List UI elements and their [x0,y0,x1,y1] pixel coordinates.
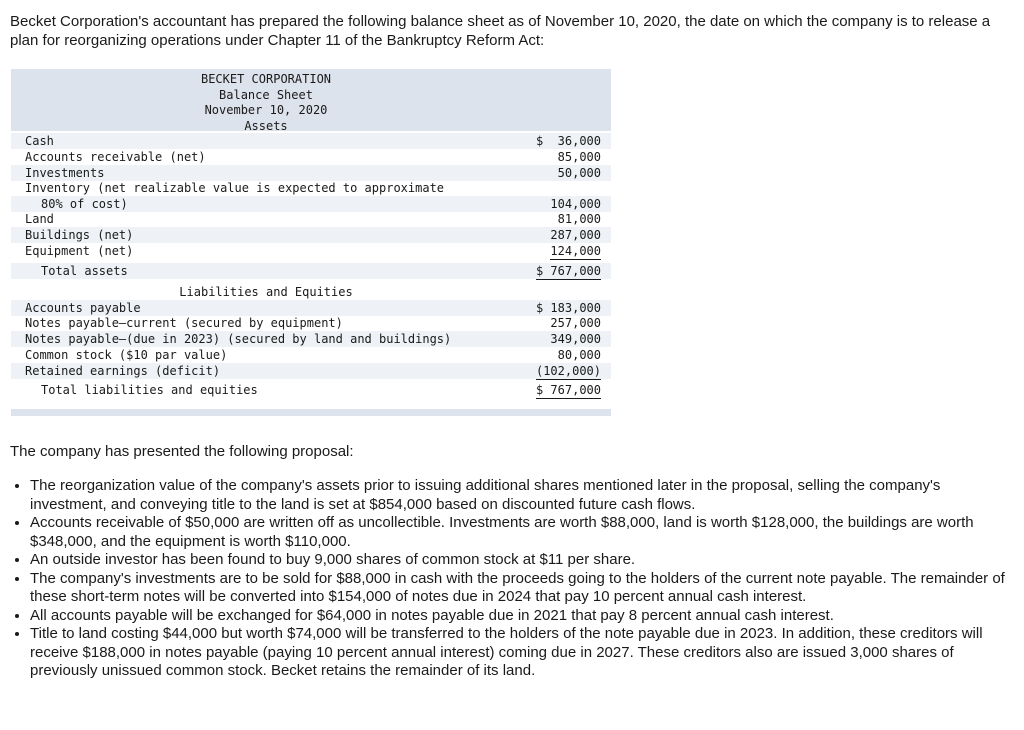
asset-row [11,133,611,149]
total-assets-label: Total assets [41,264,128,278]
assets-heading: Assets [244,119,288,133]
asset-label: Accounts receivable (net) [25,150,206,164]
intro-paragraph: Becket Corporation's accountant has prepared the following balance sheet as of November 10, 2020, the date on which the company is to release a plan for reorganizing operations under Chapter 11 of the Bankruptcy Reform Act: [10,13,991,49]
balance-sheet-footer-band [11,409,611,416]
asset-value: 287,000 [550,228,601,242]
total-liabilities-row [11,382,611,398]
liability-label: Notes payable—current (secured by equipment) [25,316,343,330]
liability-value: (102,000) [535,364,601,378]
balance-sheet [11,69,611,416]
statement-title: Balance Sheet [219,88,313,102]
asset-label: Buildings (net) [25,228,134,242]
asset-row [11,180,611,196]
total-liabilities-label: Total liabilities and equities [41,383,258,397]
liability-label: Retained earnings (deficit) [25,364,221,378]
asset-row [11,149,611,165]
total-assets-value: $ 767,000 [535,264,601,278]
asset-label: Land [25,212,54,226]
asset-value: 50,000 [557,166,601,180]
asset-value: 124,000 [550,244,601,258]
liability-value: 349,000 [550,332,601,346]
asset-label: Equipment (net) [25,244,134,258]
proposal-item: • The reorganization value of the company's assets prior to issuing additional shares mentioned later in the proposal, selling the company's investment, and conveying title to the land is set at $854,000 based on discounted future cash flows. [30,477,1010,514]
asset-value: 85,000 [557,150,601,164]
asset-label: Inventory (net realizable value is expected to approximate [25,181,445,195]
total-liabilities-value: $ 767,000 [535,383,601,397]
proposal-item: • Accounts receivable of $50,000 are written off as uncollectible. Investments are worth $88,000, land is worth $128,000, the buildings are worth $348,000, and the equipment is worth $110,000. [30,514,1010,551]
proposal-item: • Title to land costing $44,000 but worth $74,000 will be transferred to the holders of the note payable due in 2023. In addition, these creditors will receive $188,000 in notes payable (paying 10 percent annual interest) coming due in 2027. These creditors also are issued 3,000 shares of previously unissued common stock. Becket retains the remainder of its land. [30,625,1010,681]
statement-date: November 10, 2020 [204,103,328,117]
asset-row [11,243,611,259]
liability-row [11,331,611,347]
liability-label: Common stock ($10 par value) [25,348,228,362]
asset-value: $ 36,000 [535,134,601,148]
liability-row [11,300,611,316]
liability-row [11,347,611,363]
liabilities-heading: Liabilities and Equities [179,285,353,299]
liability-value: 80,000 [557,348,601,362]
liability-row [11,363,611,379]
asset-label: Investments [25,166,105,180]
asset-value: 104,000 [550,197,601,211]
company-name: BECKET CORPORATION [200,72,332,86]
proposal-list [10,477,1010,681]
asset-label: Cash [25,134,54,148]
proposal-item: • All accounts payable will be exchanged for $64,000 in notes payable due in 2021 that pay 8 percent annual cash interest. [30,607,1010,626]
asset-label: 80% of cost) [41,197,128,211]
total-assets-row [11,263,611,279]
liability-label: Accounts payable [25,301,141,315]
asset-row [11,211,611,227]
liability-value: 257,000 [550,316,601,330]
liability-value: $ 183,000 [535,301,601,315]
liability-label: Notes payable—(due in 2023) (secured by land and buildings) [25,332,452,346]
proposal-title: The company has presented the following proposal: [10,443,354,460]
asset-row [11,165,611,181]
asset-row [11,227,611,243]
proposal-item: • The company's investments are to be sold for $88,000 in cash with the proceeds going to the holders of the current note payable. The remainder of these short-term notes will be converted into $154,000 of notes due in 2024 that pay 10 percent annual cash interest. [30,570,1010,607]
asset-value: 81,000 [557,212,601,226]
proposal-item: • An outside investor has been found to buy 9,000 shares of common stock at $11 per share. [30,551,1010,570]
asset-row [11,196,611,212]
liability-row [11,315,611,331]
